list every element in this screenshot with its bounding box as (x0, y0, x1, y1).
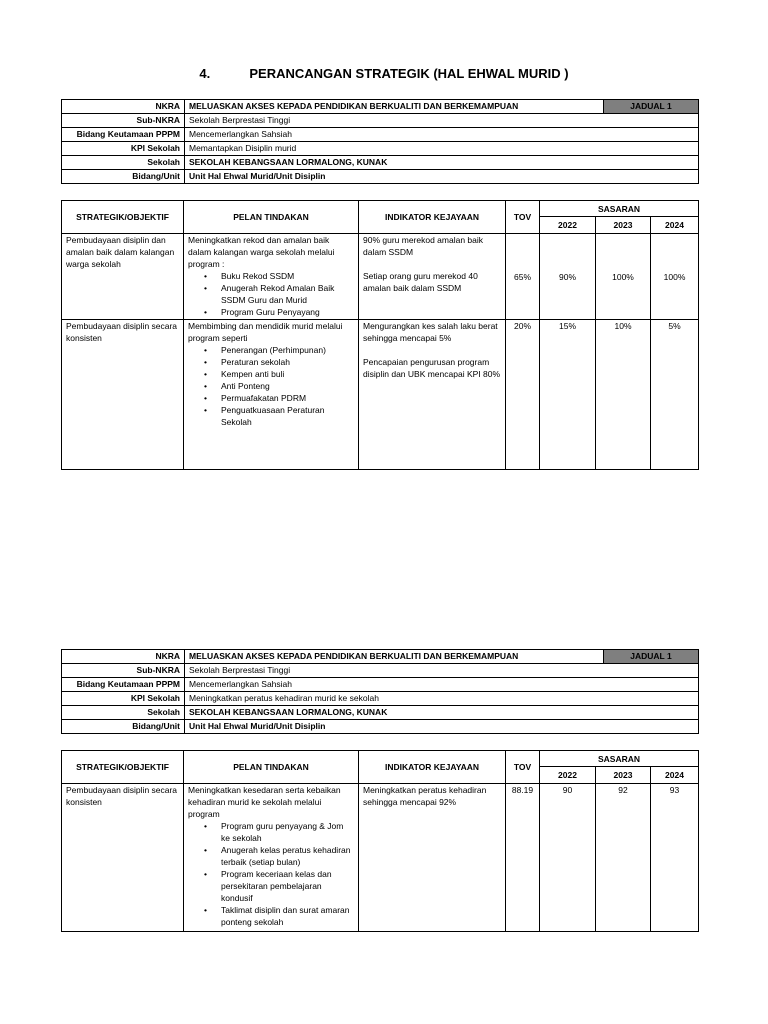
info-table-2 (61, 649, 699, 734)
header-sasaran: SASARAN (540, 201, 699, 217)
indikator-cell: Meningkatkan peratus kehadiran sehingga mencapai 92% (359, 784, 506, 932)
target-2022-cell: 15% (540, 320, 596, 470)
list-item: • Program guru penyayang & Jom ke sekolah (221, 820, 354, 844)
page-title (0, 66, 768, 81)
header-year-2024: 2024 (651, 767, 699, 784)
list-item: • Taklimat disiplin dan surat amaran ponteng sekolah (221, 904, 354, 928)
header-year-2022: 2022 (540, 767, 596, 784)
unit-label: Bidang/Unit (62, 170, 185, 184)
list-item: • Kempen anti buli (221, 368, 354, 380)
list-item: • Anti Ponteng (221, 380, 354, 392)
nkra-label: NKRA (62, 650, 185, 664)
tov-cell: 88.19 (506, 784, 540, 932)
indikator-cell (359, 320, 506, 470)
strategi-cell: Pembudayaan disiplin secara konsisten (62, 320, 184, 470)
nkra-value: MELUASKAN AKSES KEPADA PENDIDIKAN BERKUALITI DAN BERKEMAMPUAN (185, 650, 604, 664)
target-2023-cell: 10% (596, 320, 651, 470)
indikator-cell (359, 234, 506, 320)
indikator-text: Pencapaian pengurusan program disiplin dan UBK mencapai KPI 80% (363, 357, 501, 379)
pelan-cell (184, 320, 359, 470)
target-2024-cell: 100% (651, 234, 699, 320)
unit-value: Unit Hal Ehwal Murid/Unit Disiplin (185, 170, 699, 184)
header-indikator: INDIKATOR KEJAYAAN (359, 751, 506, 784)
kpi-value: Meningkatkan peratus kehadiran murid ke sekolah (185, 692, 699, 706)
strategi-cell: Pembudayaan disiplin dan amalan baik dalam kalangan warga sekolah (62, 234, 184, 320)
sekolah-value: SEKOLAH KEBANGSAAN LORMALONG, KUNAK (185, 706, 699, 720)
subnkra-value: Sekolah Berprestasi Tinggi (185, 114, 699, 128)
bidang-value: Mencemerlangkan Sahsiah (185, 128, 699, 142)
table-row (62, 784, 699, 932)
list-item: • Program Guru Penyayang (221, 306, 354, 318)
pelan-cell (184, 234, 359, 320)
header-strategi: STRATEGIK/OBJEKTIF (62, 201, 184, 234)
pelan-cell (184, 784, 359, 932)
subnkra-row (62, 664, 699, 678)
list-item: • Buku Rekod SSDM (221, 270, 354, 282)
unit-label: Bidang/Unit (62, 720, 185, 734)
kpi-value: Memantapkan Disiplin murid (185, 142, 699, 156)
header-tov: TOV (506, 201, 540, 234)
list-item: • Peraturan sekolah (221, 356, 354, 368)
bidang-row (62, 678, 699, 692)
pelan-intro: Meningkatkan rekod dan amalan baik dalam kalangan warga sekolah melalui program : (188, 235, 335, 269)
plan-table-2 (61, 750, 699, 932)
tov-cell: 65% (506, 234, 540, 320)
sekolah-row (62, 706, 699, 720)
jadual-badge: JADUAL 1 (604, 100, 699, 114)
header-year-2023: 2023 (596, 767, 651, 784)
kpi-label: KPI Sekolah (62, 692, 185, 706)
list-item: • Penguatkuasaan Peraturan Sekolah (221, 404, 354, 428)
kpi-row (62, 142, 699, 156)
sekolah-row (62, 156, 699, 170)
header-row (62, 751, 699, 767)
target-2024-cell: 93 (651, 784, 699, 932)
pelan-list (188, 270, 354, 318)
pelan-list (188, 344, 354, 428)
table-row (62, 320, 699, 470)
indikator-text: Setiap orang guru merekod 40 amalan baik dalam SSDM (363, 271, 478, 293)
header-row (62, 201, 699, 217)
kpi-row (62, 692, 699, 706)
strategi-cell: Pembudayaan disiplin secara konsisten (62, 784, 184, 932)
list-item: • Program keceriaan kelas dan persekitaran pembelajaran kondusif (221, 868, 354, 904)
unit-row (62, 170, 699, 184)
indikator-text: Mengurangkan kes salah laku berat sehingga mencapai 5% (363, 321, 498, 343)
nkra-row (62, 100, 699, 114)
jadual-badge: JADUAL 1 (604, 650, 699, 664)
sekolah-label: Sekolah (62, 156, 185, 170)
bidang-value: Mencemerlangkan Sahsiah (185, 678, 699, 692)
section-title: PERANCANGAN STRATEGIK (HAL EHWAL MURID ) (249, 66, 569, 81)
header-strategi: STRATEGIK/OBJEKTIF (62, 751, 184, 784)
table-row (62, 234, 699, 320)
list-item: • Permuafakatan PDRM (221, 392, 354, 404)
header-sasaran: SASARAN (540, 751, 699, 767)
header-year-2024: 2024 (651, 217, 699, 234)
target-2023-cell: 100% (596, 234, 651, 320)
unit-row (62, 720, 699, 734)
target-2022-cell: 90 (540, 784, 596, 932)
header-indikator: INDIKATOR KEJAYAAN (359, 201, 506, 234)
nkra-value: MELUASKAN AKSES KEPADA PENDIDIKAN BERKUALITI DAN BERKEMAMPUAN (185, 100, 604, 114)
kpi-label: KPI Sekolah (62, 142, 185, 156)
header-year-2023: 2023 (596, 217, 651, 234)
bidang-label: Bidang Keutamaan PPPM (62, 128, 185, 142)
bidang-row (62, 128, 699, 142)
target-2024-cell: 5% (651, 320, 699, 470)
indikator-text: 90% guru merekod amalan baik dalam SSDM (363, 235, 484, 257)
nkra-label: NKRA (62, 100, 185, 114)
target-2022-cell: 90% (540, 234, 596, 320)
section-number: 4. (199, 66, 211, 81)
header-tov: TOV (506, 751, 540, 784)
bidang-label: Bidang Keutamaan PPPM (62, 678, 185, 692)
tov-cell: 20% (506, 320, 540, 470)
info-table-1 (61, 99, 699, 184)
pelan-list (188, 820, 354, 928)
unit-value: Unit Hal Ehwal Murid/Unit Disiplin (185, 720, 699, 734)
sekolah-label: Sekolah (62, 706, 185, 720)
subnkra-label: Sub-NKRA (62, 114, 185, 128)
pelan-intro: Meningkatkan kesedaran serta kebaikan kehadiran murid ke sekolah melalui program (188, 785, 341, 819)
subnkra-value: Sekolah Berprestasi Tinggi (185, 664, 699, 678)
header-pelan: PELAN TINDAKAN (184, 751, 359, 784)
sekolah-value: SEKOLAH KEBANGSAAN LORMALONG, KUNAK (185, 156, 699, 170)
list-item: • Penerangan (Perhimpunan) (221, 344, 354, 356)
subnkra-row (62, 114, 699, 128)
list-item: • Anugerah Rekod Amalan Baik SSDM Guru dan Murid (221, 282, 354, 306)
pelan-intro: Membimbing dan mendidik murid melalui program seperti (188, 321, 343, 343)
subnkra-label: Sub-NKRA (62, 664, 185, 678)
header-year-2022: 2022 (540, 217, 596, 234)
target-2023-cell: 92 (596, 784, 651, 932)
header-pelan: PELAN TINDAKAN (184, 201, 359, 234)
plan-table-1 (61, 200, 699, 470)
nkra-row (62, 650, 699, 664)
list-item: • Anugerah kelas peratus kehadiran terbaik (setiap bulan) (221, 844, 354, 868)
